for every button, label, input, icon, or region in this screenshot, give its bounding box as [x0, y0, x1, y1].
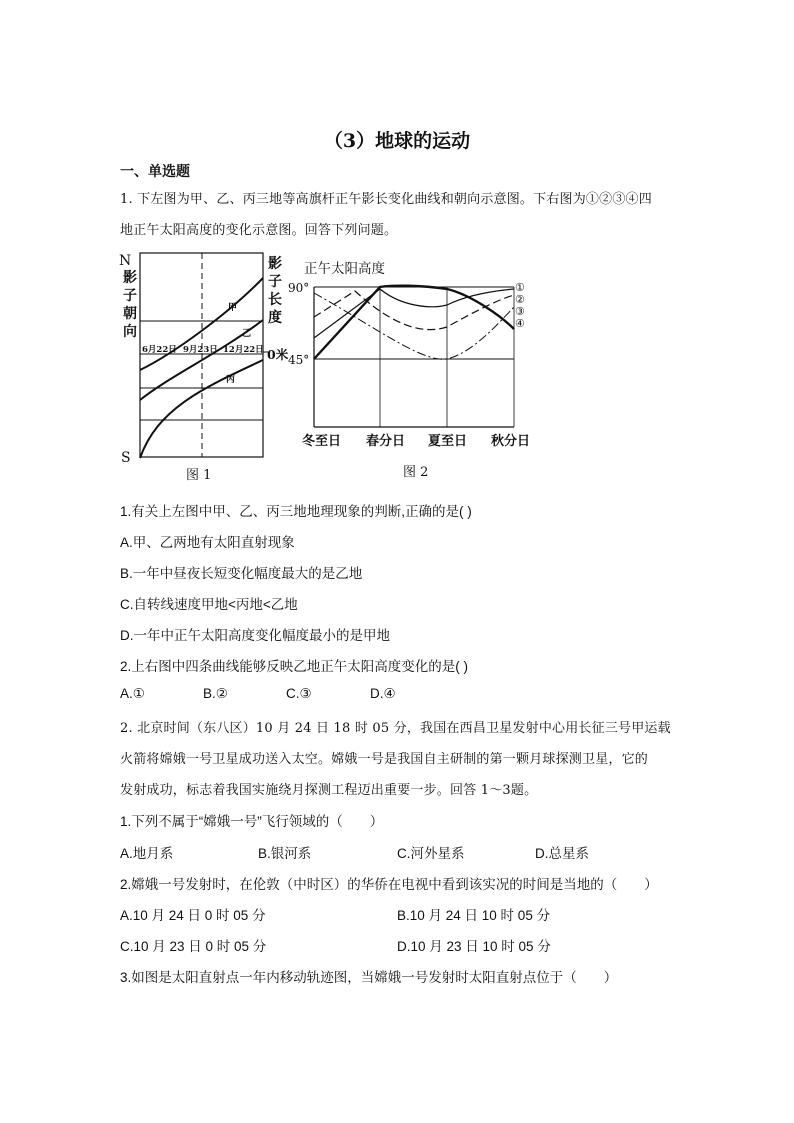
q2-sub2-option-b[interactable]: B.10 月 24 日 10 时 05 分: [397, 908, 551, 923]
q1-sub1-option-a[interactable]: A.甲、乙两地有太阳直射现象: [120, 535, 295, 550]
q1-stem-line2: 地正午太阳高度的变化示意图。回答下列问题。: [120, 223, 398, 238]
series-label-4: ④: [515, 317, 525, 330]
right-axis-char: 度: [268, 310, 282, 326]
q1-sub2-option-d[interactable]: D.④: [370, 686, 396, 701]
figure-2-title: 正午太阳高度: [304, 261, 385, 277]
series-label-3: ③: [515, 305, 525, 318]
q2-sub1-option-c[interactable]: C.河外星系: [397, 846, 465, 861]
q2-sub2-option-a[interactable]: A.10 月 24 日 0 时 05 分: [120, 908, 266, 923]
q2-sub2-option-d[interactable]: D.10 月 23 日 10 时 05 分: [397, 939, 551, 954]
q2-stem-line1: 2. 北京时间（东八区）10 月 24 日 18 时 05 分，我国在西昌卫星发射中心用长征三号甲运载: [120, 721, 671, 736]
q1-sub1-option-b[interactable]: B.一年中昼夜长短变化幅度最大的是乙地: [120, 566, 363, 581]
zero-label: 0米: [267, 347, 289, 362]
south-label: S: [121, 450, 131, 466]
q2-sub1-option-b[interactable]: B.银河系: [258, 846, 312, 861]
q2-sub2-question: 2.嫦娥一号发射时，在伦敦（中时区）的华侨在电视中看到该实况的时间是当地的（ ）: [120, 877, 658, 892]
q2-sub2-option-c[interactable]: C.10 月 23 日 0 时 05 分: [120, 939, 267, 954]
q2-sub1-question: 1.下列不属于“嫦娥一号”飞行领域的（ ）: [120, 814, 384, 829]
q1-sub1-question: 1.有关上左图中甲、乙、丙三地地理现象的判断,正确的是( ): [120, 504, 472, 519]
curve-label-bing: 丙: [226, 375, 236, 385]
q2-stem-line2: 火箭将嫦娥一号卫星成功送入太空。嫦娥一号是我国自主研制的第一颗月球探测卫星，它的: [120, 752, 649, 767]
y-tick-90: 90°: [288, 281, 310, 295]
q2-sub1-option-a[interactable]: A.地月系: [120, 846, 174, 861]
curve-label-yi: 乙: [242, 329, 252, 339]
figure-1-caption: 图 1: [186, 468, 212, 483]
section-heading: 一、单选题: [120, 164, 190, 180]
page-title: （3）地球的运动: [323, 130, 471, 152]
x-label: 秋分日: [491, 434, 531, 449]
x-label: 夏至日: [428, 434, 468, 449]
figure-2-noon-sun-angle-chart: [282, 255, 540, 485]
q2-stem-line3: 发射成功，标志着我国实施绕月探测工程迈出重要一步。回答 1～3题。: [120, 783, 538, 798]
q1-sub1-option-d[interactable]: D.一年中正午太阳高度变化幅度最小的是甲地: [120, 628, 390, 643]
q1-sub2-option-b[interactable]: B.②: [203, 686, 228, 701]
y-tick-45: 45°: [288, 353, 310, 367]
q1-sub1-option-c[interactable]: C.自转线速度甲地<丙地<乙地: [120, 597, 298, 612]
date-label: 6月22日: [142, 345, 177, 355]
date-label: 12月22日: [223, 345, 264, 355]
left-axis-char: 朝: [123, 306, 137, 322]
date-label: 9月23日: [183, 345, 218, 355]
series-1: [314, 286, 514, 359]
q1-sub2-option-c[interactable]: C.③: [286, 686, 312, 701]
curve-label-jia: 甲: [228, 303, 238, 313]
left-axis-char: 子: [123, 288, 137, 304]
series-2: [314, 289, 514, 338]
q1-sub2-option-a[interactable]: A.①: [120, 686, 145, 701]
q2-sub3-question: 3.如图是太阳直射点一年内移动轨迹图，当嫦娥一号发射时太阳直射点位于（ ）: [120, 970, 618, 985]
right-axis-char: 长: [268, 292, 282, 308]
right-axis-char: 子: [268, 274, 282, 290]
north-label: N: [119, 253, 132, 269]
q1-stem-line1: 1. 下左图为甲、乙、丙三地等高旗杆正午影长变化曲线和朝向示意图。下右图为①②③④四: [120, 192, 652, 207]
series-label-1: ①: [515, 281, 525, 294]
x-label: 春分日: [366, 434, 406, 449]
x-label: 冬至日: [302, 434, 342, 449]
left-axis-char: 向: [123, 324, 137, 340]
series-label-2: ②: [515, 293, 525, 306]
left-axis-char: 影: [123, 270, 137, 286]
figure-1-shadow-chart: [118, 248, 293, 485]
q2-sub1-option-d[interactable]: D.总星系: [535, 846, 589, 861]
q1-sub2-question: 2.上右图中四条曲线能够反映乙地正午太阳高度变化的是( ): [120, 659, 468, 674]
right-axis-char: 影: [268, 256, 282, 272]
figure-2-caption: 图 2: [403, 465, 429, 480]
